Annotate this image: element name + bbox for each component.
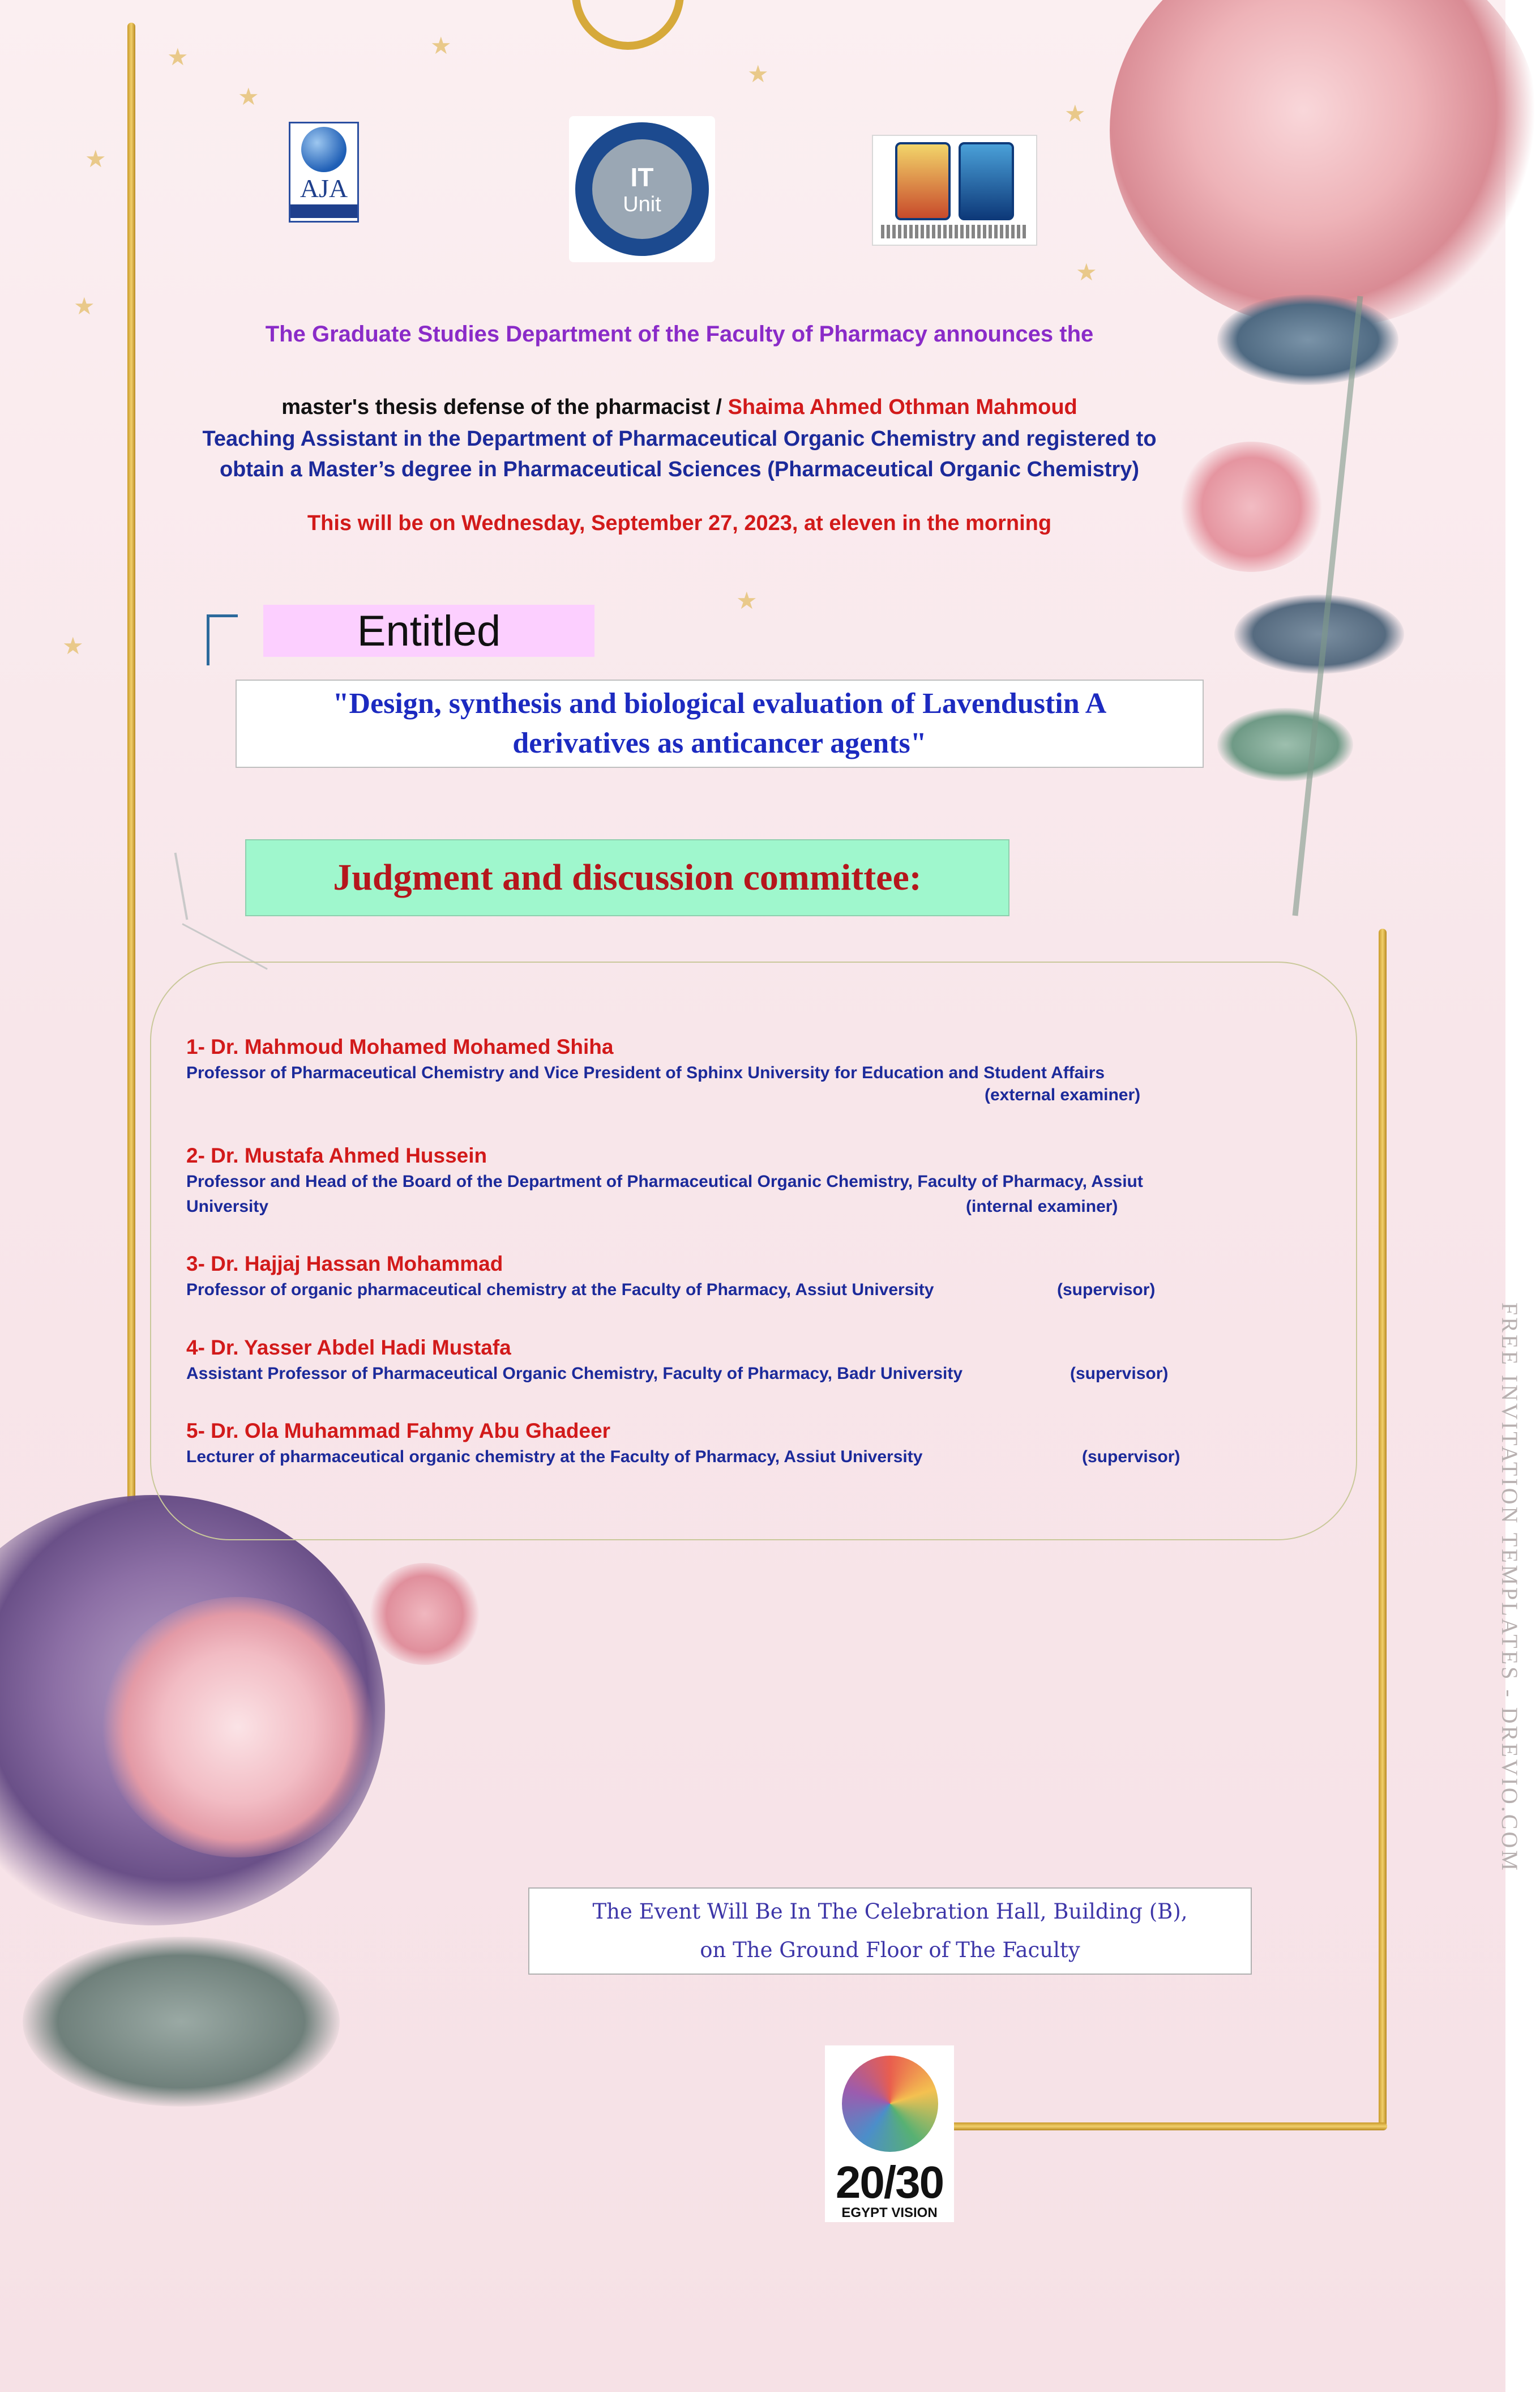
member-description-line-2: University [186,1197,269,1216]
member-name: 3- Dr. Hajjaj Hassan Mohammad [186,1252,503,1275]
globe-icon [301,127,346,172]
position-line-1: Teaching Assistant in the Department of Pharmaceutical Organic Chemistry and registered to [202,427,1157,451]
member-description: Assistant Professor of Pharmaceutical Organic Chemistry, Faculty of Pharmacy, Badr University [186,1364,963,1383]
member-name: 5- Dr. Ola Muhammad Fahmy Abu Ghadeer [186,1419,611,1442]
template-watermark: FREE INVITATION TEMPLATES - DREVIO.COM [1497,1302,1522,1873]
star-decoration-icon: ★ [62,633,84,659]
defense-line [113,395,1246,420]
committee-member [186,1142,1262,1219]
committee-member [186,1417,1262,1470]
egypt-vision-2030-logo-icon [825,2045,954,2222]
aja-logo-icon [289,122,359,223]
committee-heading: Judgment and discussion committee: [245,839,1009,916]
star-decoration-icon: ★ [167,44,189,70]
pink-rose-decoration-icon [102,1597,374,1857]
star-decoration-icon: ★ [430,32,452,59]
bracket-decoration [207,614,238,665]
committee-members-box [150,962,1357,1540]
defense-prefix: master's thesis defense of the pharmacist / [281,395,728,419]
member-name: 1- Dr. Mahmoud Mohamed Mohamed Shiha [186,1035,614,1058]
member-description: Lecturer of pharmaceutical organic chemistry at the Faculty of Pharmacy, Assiut University [186,1447,923,1466]
star-decoration-icon: ★ [74,293,95,319]
vision-caption: EGYPT VISION [841,2205,938,2220]
rose-bud-decoration-icon [368,1563,481,1665]
member-description-row [186,1278,1262,1302]
star-decoration-icon: ★ [1076,259,1097,285]
member-description: Professor of Pharmaceutical Chemistry and Vice President of Sphinx University for Education and Student Affairs [186,1063,1105,1082]
vision-number: 20/30 [835,2157,944,2207]
pharmacy-emblem-icon [959,142,1014,220]
candidate-name: Shaima Ahmed Othman Mahmoud [728,395,1077,419]
member-description-cont [186,1194,1262,1219]
rose-decoration-icon [1110,0,1540,328]
committee-member [186,1033,1262,1105]
it-unit-logo-icon [569,116,715,262]
star-decoration-icon: ★ [736,587,758,614]
aja-logo-band [290,204,357,218]
committee-member [186,1250,1262,1302]
announcement-headline: The Graduate Studies Department of the Faculty of Pharmacy announces the [265,322,1094,347]
venue-box [528,1887,1252,1975]
leaf-decoration-icon [23,1937,340,2107]
member-role: (supervisor) [1070,1364,1169,1383]
candidate-position [113,424,1246,485]
star-decoration-icon: ★ [747,61,769,87]
vision-swirl-icon [842,2056,938,2152]
schedule-line: This will be on Wednesday, September 27, 2023, at eleven in the morning [307,511,1052,535]
venue-line-2: on The Ground Floor of The Faculty [700,1938,1080,1962]
entitled-label: Entitled [263,605,594,657]
assiut-university-seal-icon [872,135,1037,246]
star-decoration-icon: ★ [238,83,259,110]
it-unit-logo-bottom: Unit [623,192,661,216]
member-role: (supervisor) [1082,1447,1180,1466]
callout-line [174,853,189,920]
member-description-row [186,1445,1262,1470]
member-role: (external examiner) [985,1086,1141,1104]
member-description-row [186,1361,1262,1386]
member-description: Professor of organic pharmaceutical chemistry at the Faculty of Pharmacy, Assiut University [186,1280,934,1299]
gold-frame-right [1379,929,1387,2129]
gold-ring-decoration [572,0,684,50]
position-line-2: obtain a Master’s degree in Pharmaceutical Sciences (Pharmaceutical Organic Chemistry) [219,458,1140,481]
leaf-decoration-icon [1217,708,1353,781]
member-name: 2- Dr. Mustafa Ahmed Hussein [186,1144,487,1167]
member-role: (internal examiner) [966,1197,1118,1216]
member-description: Professor and Head of the Board of the Department of Pharmaceutical Organic Chemistry, Faculty of Pharmacy, Assiut [186,1172,1143,1191]
venue-line-1: The Event Will Be In The Celebration Hall, Building (B), [592,1899,1188,1924]
member-role: (supervisor) [1057,1280,1156,1299]
thesis-title-line-2: derivatives as anticancer agents" [512,727,927,759]
university-emblem-icon [895,142,951,220]
thesis-title-box [236,680,1204,768]
star-decoration-icon: ★ [1064,100,1086,127]
seal-caption-strip [881,225,1028,238]
committee-member [186,1334,1262,1386]
it-unit-logo-top: IT [630,162,654,192]
star-decoration-icon: ★ [85,146,106,172]
thesis-title-line-1: "Design, synthesis and biological evaluation of Lavendustin A [332,687,1107,720]
aja-logo-text: AJA [300,173,348,203]
member-name: 4- Dr. Yasser Abdel Hadi Mustafa [186,1336,511,1359]
